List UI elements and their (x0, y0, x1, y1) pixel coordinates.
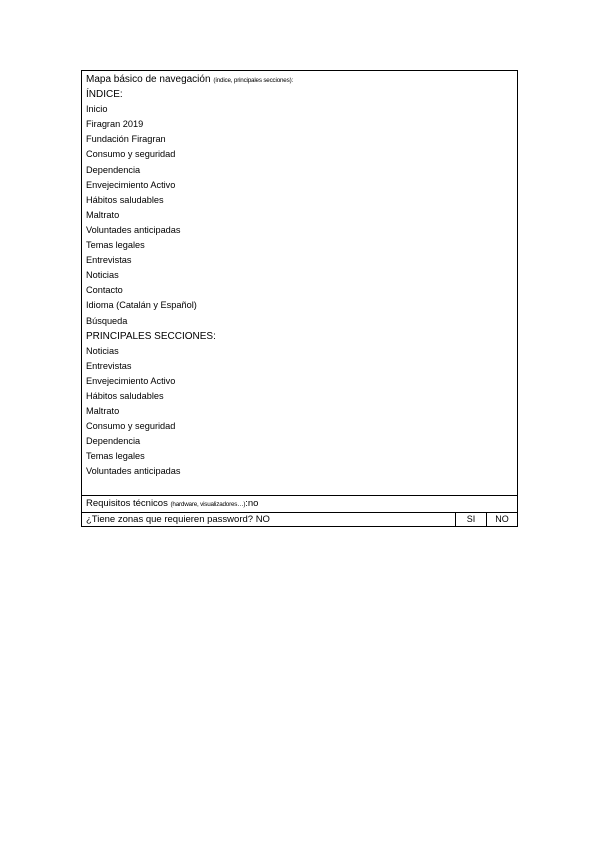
index-item: Voluntades anticipadas (86, 224, 181, 235)
section-item: Noticias (86, 345, 119, 356)
index-item: Entrevistas (86, 255, 132, 266)
map-title-note: (índice, principales secciones): (213, 77, 294, 84)
index-heading: ÍNDICE: (86, 89, 123, 101)
navigation-form-table (81, 70, 518, 527)
section-item: Temas legales (86, 451, 145, 462)
requirements-label: Requisitos técnicos (86, 498, 168, 509)
index-list (86, 102, 517, 328)
index-item: Envejecimiento Activo (86, 179, 176, 190)
index-item: Maltrato (86, 209, 120, 220)
index-item: Idioma (Catalán y Español) (86, 300, 197, 311)
index-item: Consumo y seguridad (86, 149, 176, 160)
section-item: Hábitos saludables (86, 390, 164, 401)
map-title-line (86, 72, 517, 87)
index-item: Dependencia (86, 164, 141, 175)
section-item: Entrevistas (86, 360, 132, 371)
option-yes-cell[interactable]: SI (455, 513, 486, 526)
option-no-cell[interactable]: NO (486, 513, 517, 526)
index-item: Temas legales (86, 240, 145, 251)
section-item: Dependencia (86, 436, 141, 447)
index-item: Búsqueda (86, 315, 128, 326)
section-item: Consumo y seguridad (86, 421, 176, 432)
section-item: Voluntades anticipadas (86, 466, 181, 477)
index-item: Fundación Firagran (86, 134, 166, 145)
password-row (82, 512, 517, 526)
index-item: Hábitos saludables (86, 194, 164, 205)
technical-requirements-row (82, 495, 517, 512)
password-question: ¿Tiene zonas que requieren password? NO (86, 514, 270, 525)
requirements-note: (hardware, visualizadores…) (170, 501, 246, 508)
index-item: Noticias (86, 270, 119, 281)
map-title: Mapa básico de navegación (86, 74, 211, 85)
section-item: Maltrato (86, 406, 120, 417)
index-item: Inicio (86, 104, 108, 115)
navigation-map-cell (82, 71, 517, 495)
sections-heading: PRINCIPALES SECCIONES: (86, 330, 216, 342)
index-item: Contacto (86, 285, 123, 296)
index-item: Firagran 2019 (86, 119, 144, 130)
section-item: Envejecimiento Activo (86, 375, 176, 386)
sections-list (86, 344, 517, 480)
requirements-value: :no (245, 498, 259, 509)
